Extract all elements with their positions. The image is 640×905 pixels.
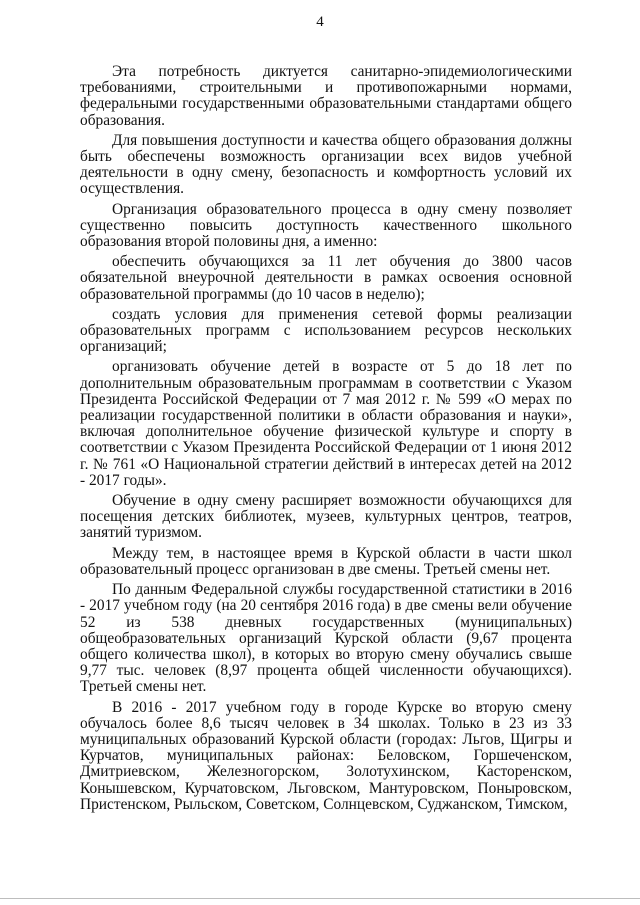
paragraph-network-programs: создать условия для применения сетевой формы реализации образовательных программ с использованием ресурсов нескольких организаций; (80, 305, 572, 356)
paragraph-single-shift-benefits: Организация образовательного процесса в одну смену позволяет существенно повысить доступность качественного школьного образования второй половины дня, а именно: (80, 200, 572, 251)
paragraph-requirements: Эта потребность диктуется санитарно-эпидемиологическими требованиями, строительными и противопожарными нормами, федеральными государственными образовательными стандартами общего образования. (80, 63, 572, 129)
bottom-divider (0, 898, 640, 899)
paragraph-additional-education: организовать обучение детей в возрасте от 5 до 18 лет по дополнительным образовательным программам в соответствии с Указом Президента Российской Федерации от 7 мая 2012 г. № 599 «О мерах по реализации государственной политики в области образования и науки», включая дополнительное обучение физической культуре и спорту в соответствии с Указом Президента Российской Федерации от 1 июня 2012 г. № 761 «О Национальной стратегии действий в интересах детей на 2012 - 2017 годы». (80, 358, 572, 489)
paragraph-extracurricular-hours: обеспечить обучающихся за 11 лет обучения до 3800 часов обязательной внеурочной деятельности в рамках освоения основной образовательной программы (до 10 часов в неделю); (80, 253, 572, 303)
paragraph-kursk-municipalities: В 2016 - 2017 учебном году в городе Курске во вторую смену обучалось более 8,6 тысяч человек в 34 школах. Только в 23 из 33 муниципальных образований Курской области (городах: Льгов, Щигры и Курчатов, муниципальных районах: Беловском, Горшеченском, Дмитриевском, Железногорском, Золотухинском, Касторенском, Конышевском, Курчатовском, Льговском, Мантуровском, Поныровском, Пристенском, Рыльском, Советском, Солнцевском, Суджанском, Тимском, (80, 698, 572, 813)
page-number: 4 (316, 14, 324, 30)
paragraph-statistics: По данным Федеральной службы государственной статистики в 2016 - 2017 учебном году (на 20 сентября 2016 года) в две смены вели обучение 52 из 538 дневных государственных (муниципальных) общеобразовательных организаций Курской области (9,67 процента общего количества школ), в которых во вторую смену обучались свыше 9,77 тыс. человек (8,97 процента общей численности обучающихся). Третьей смены нет. (80, 581, 572, 696)
document-body (80, 64, 572, 817)
paragraph-two-shifts: Между тем, в настоящее время в Курской области в части школ образовательный процесс организован в две смены. Третьей смены нет. (80, 544, 572, 578)
paragraph-cultural-opportunities: Обучение в одну смену расширяет возможности обучающихся для посещения детских библиотек, музеев, культурных центров, театров, занятий туризмом. (80, 492, 572, 542)
paragraph-accessibility: Для повышения доступности и качества общего образования должны быть обеспечены возможность организации всех видов учебной деятельности в одну смену, безопасность и комфортность условий их осуществления. (80, 131, 572, 198)
